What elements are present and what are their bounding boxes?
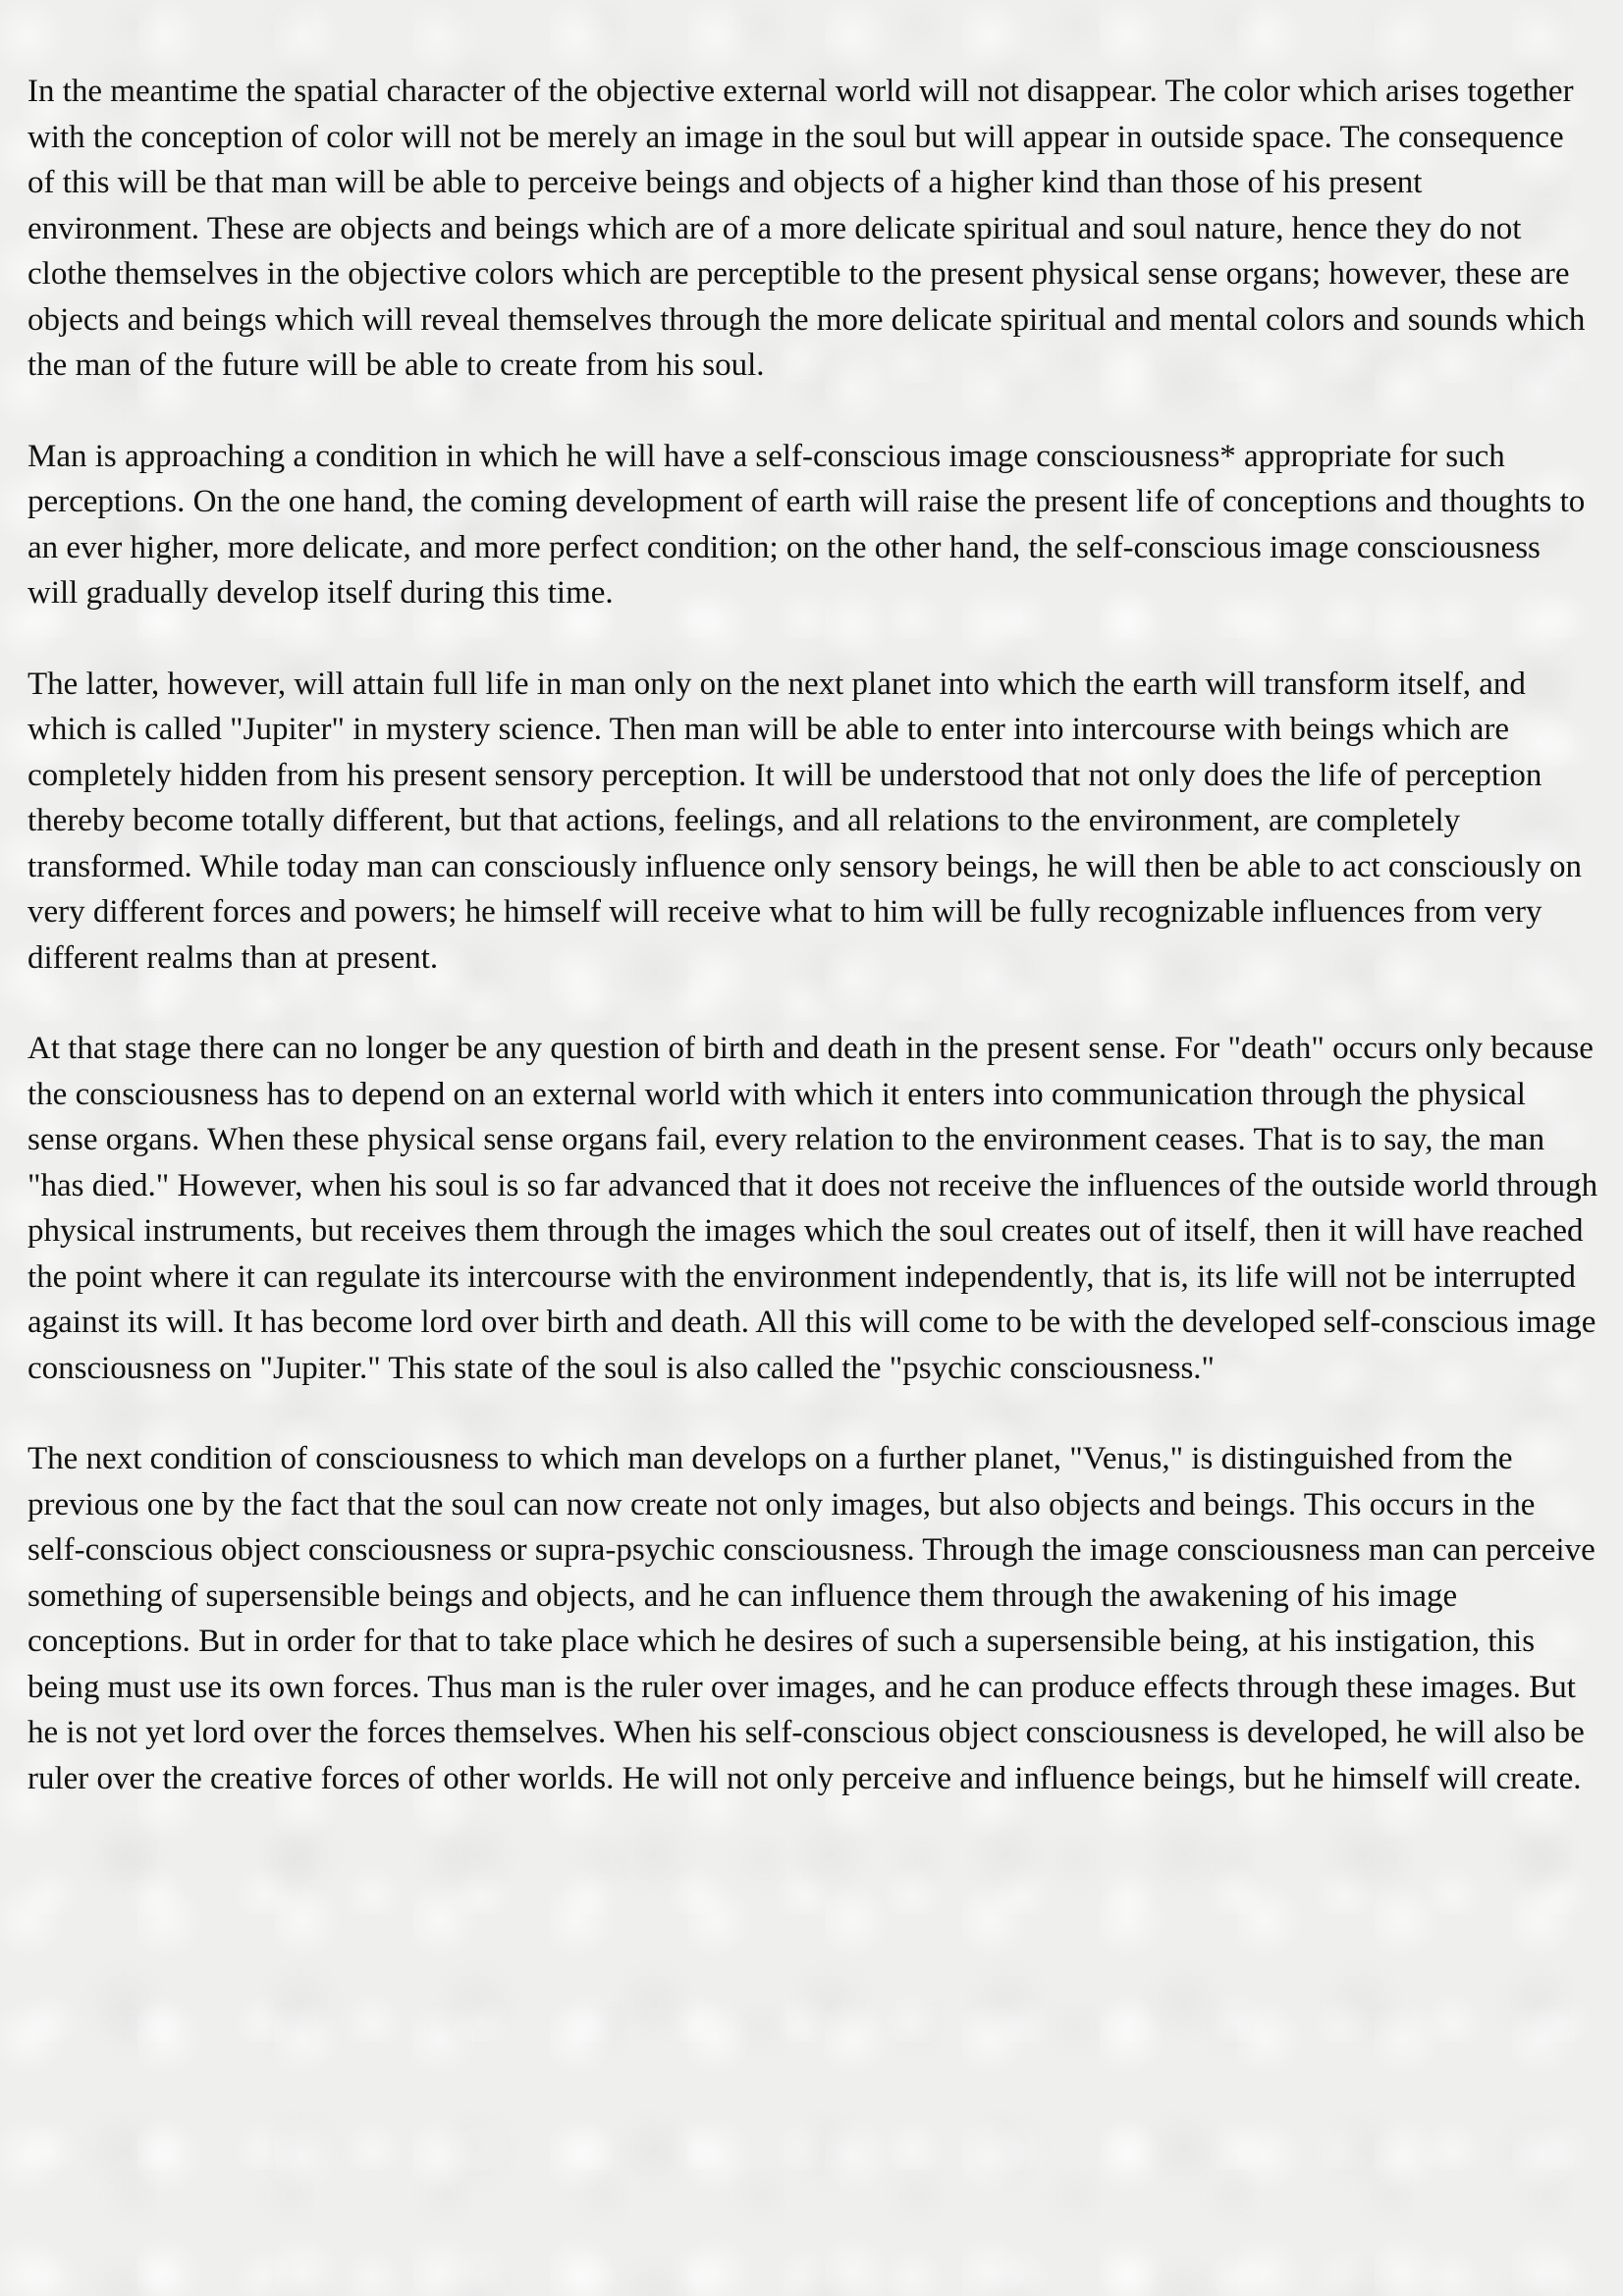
paragraph-4: At that stage there can no longer be any question of birth and death in the present sense. For "death" occurs only because the consciousness has to depend on an external world with which it enters into communication through the physical sense organs. When these physical sense organs fail, every relation to the environment ceases. That is to say, the man "has died." However, when his soul is so far advanced that it does not receive the influences of the outside world through physical instruments, but receives them through the images which the soul creates out of itself, then it will have reached the point where it can regulate its intercourse with the environment independently, that is, its life will not be interrupted against its will. It has become lord over birth and death. All this will come to be with the developed self-conscious image consciousness on "Jupiter." This state of the soul is also called the "psychic consciousness." [27,1031,1598,1386]
paragraph-5: The next condition of consciousness to which man develops on a further planet, "Venus," is distinguished from the previous one by the fact that the soul can now create not only images, but also objects and beings. This occurs in the self-conscious object consciousness or supra-psychic consciousness. Through the image consciousness man can perceive something of supersensible beings and objects, and he can influence them through the awakening of his image conceptions. But in order for that to take place which he desires of such a supersensible being, at his instigation, this being must use its own forces. Thus man is the ruler over images, and he can produce effects through these images. But he is not yet lord over the forces themselves. When his self-conscious object consciousness is developed, he will also be ruler over the creative forces of other worlds. He will not only perceive and influence beings, but he himself will create. [27,1441,1596,1796]
paragraph-1: In the meantime the spatial character of the objective external world will not disappear. The color which arises together with the conception of color will not be merely an image in the soul but will appear in outside space. The consequence of this will be that man will be able to perceive beings and objects of a higher kind than those of his present environment. These are objects and beings which are of a more delicate spiritual and soul nature, hence they do not clothe themselves in the objective colors which are perceptible to the present physical sense organs; however, these are objects and beings which will reveal themselves through the more delicate spiritual and mental colors and sounds which the man of the future will be able to create from his soul. [27,74,1586,383]
paragraph-2: Man is approaching a condition in which he will have a self-conscious image consciousness* appropriate for such perceptions. On the one hand, the coming development of earth will raise the present life of conceptions and thoughts to an ever higher, more delicate, and more perfect condition; on the other hand, the self-conscious image consciousness will gradually develop itself during this time. [27,438,1586,611]
document-page [27,69,1598,1846]
paragraph-3: The latter, however, will attain full life in man only on the next planet into which the earth will transform itself, and which is called "Jupiter" in mystery science. Then man will be able to enter into intercourse with beings which are completely hidden from his present sensory perception. It will be understood that not only does the life of perception thereby become totally different, but that actions, feelings, and all relations to the environment, are completely transformed. While today man can consciously influence only sensory beings, he will then be able to act consciously on very different forces and powers; he himself will receive what to him will be fully recognizable influences from very different realms than at present. [27,666,1582,976]
